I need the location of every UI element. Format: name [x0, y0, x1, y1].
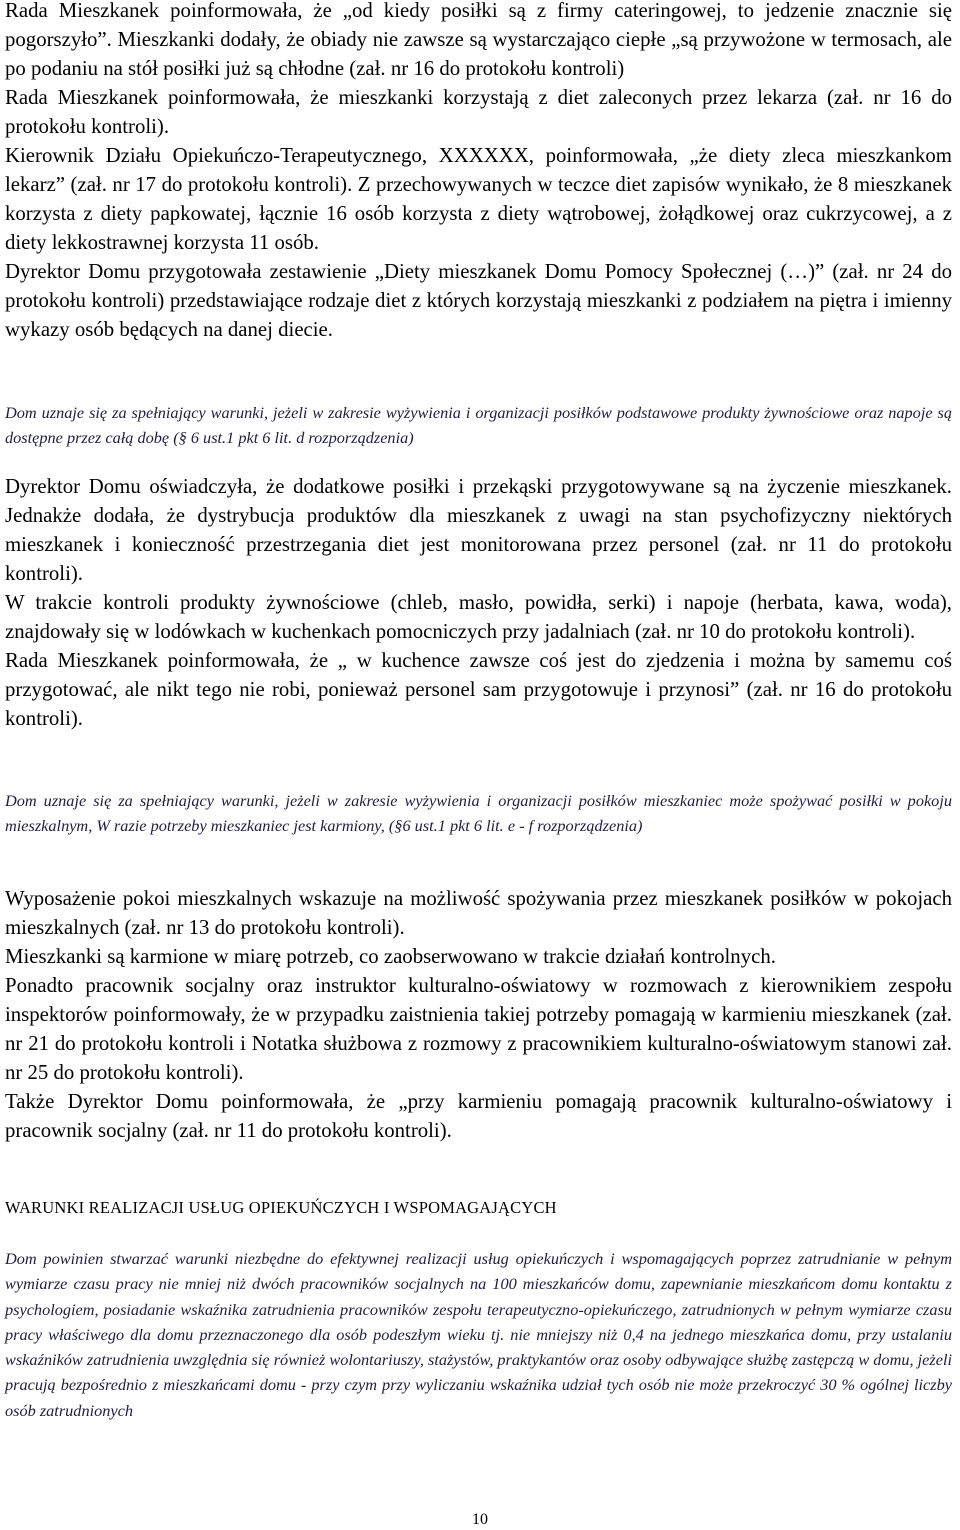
standard-requirement-1: Dom uznaje się za spełniający warunki, jeżeli w zakresie wyżywienia i organizacji posiłków podstawowe produkty żywnościowe oraz napoje są dostępne przez całą dobę (§ 6 ust.1 pkt 6 lit. d rozporządzenia) [5, 403, 952, 448]
standard-requirement-2: Dom uznaje się za spełniający warunki, jeżeli w zakresie wyżywienia i organizacji posiłków mieszkaniec może spożywać posiłki w pokoju mieszkalnym, W razie potrzeby mieszkaniec jest karmiony, (§6 ust.1 pkt 6 lit. e - f rozporządzenia) [5, 791, 952, 836]
paragraph: Rada Mieszkanek poinformowała, że „ w kuchence zawsze coś jest do zjedzenia i można by samemu coś przygotować, ale nikt tego nie robi, ponieważ personel sam przygotowuje i przynosi” (zał. nr 16 do protokołu kontroli). [5, 649, 952, 730]
paragraph: Także Dyrektor Domu poinformowała, że „przy karmieniu pomagają pracownik kulturalno-oświatowy i pracownik socjalny (zał. nr 11 do protokołu kontroli). [5, 1090, 952, 1142]
paragraph: Mieszkanki są karmione w miarę potrzeb, co zaobserwowano w trakcie działań kontrolnych. [5, 945, 776, 968]
body-block-1 [5, 0, 952, 344]
body-block-3 [5, 884, 952, 1145]
paragraph: Dyrektor Domu oświadczyła, że dodatkowe posiłki i przekąski przygotowywane są na życzenie mieszkanek. Jednakże dodała, że dystrybucja produktów dla mieszkanek z uwagi na stan psychofizyczny niektórych mieszkanek i konieczność przestrzegania diet jest monitorowana przez personel (zał. nr 11 do protokołu kontroli). [5, 475, 952, 585]
paragraph: Ponadto pracownik socjalny oraz instruktor kulturalno-oświatowy w rozmowach z kierownikiem zespołu inspektorów poinformowały, że w przypadku zaistnienia takiej potrzeby pomagają w karmieniu mieszkanek (zał. nr 21 do protokołu kontroli i Notatka służbowa z rozmowy z pracownikiem kulturalno-oświatowym stanowi zał. nr 25 do protokołu kontroli). [5, 974, 952, 1084]
page-number: 10 [472, 1511, 488, 1528]
section-heading: WARUNKI REALIZACJI USŁUG OPIEKUŃCZYCH I WSPOMAGAJĄCYCH [5, 1198, 557, 1217]
paragraph: Rada Mieszkanek poinformowała, że „od kiedy posiłki są z firmy cateringowej, to jedzenie znacznie się pogorszyło”. Mieszkanki dodały, że obiady nie zawsze są wystarczająco ciepłe „są przywożone w termosach, ale po podaniu na stół posiłki już są chłodne (zał. nr 16 do protokołu kontroli) [5, 0, 952, 80]
paragraph: W trakcie kontroli produkty żywnościowe (chleb, masło, powidła, serki) i napoje (herbata, kawa, woda), znajdowały się w lodówkach w kuchenkach pomocniczych przy jadalniach (zał. nr 10 do protokołu kontroli). [5, 591, 952, 643]
paragraph: Rada Mieszkanek poinformowała, że mieszkanki korzystają z diet zaleconych przez lekarza (zał. nr 16 do protokołu kontroli). [5, 86, 952, 138]
paragraph: Kierownik Działu Opiekuńczo-Terapeutycznego, XXXXXX, poinformowała, „że diety zleca mieszkankom lekarz” (zał. nr 17 do protokołu kontroli). Z przechowywanych w teczce diet zapisów wynikało, że 8 mieszkanek korzysta z diety papkowatej, łącznie 16 osób korzysta z diety wątrobowej, żołądkowej oraz cukrzycowej, a z diety lekkostrawnej korzysta 11 osób. [5, 144, 952, 254]
paragraph: Wyposażenie pokoi mieszkalnych wskazuje na możliwość spożywania przez mieszkanek posiłków w pokojach mieszkalnych (zał. nr 13 do protokołu kontroli). [5, 887, 952, 939]
paragraph: Dyrektor Domu przygotowała zestawienie „Diety mieszkanek Domu Pomocy Społecznej (…)” (zał. nr 24 do protokołu kontroli) przedstawiające rodzaje diet z których korzystają mieszkanki z podziałem na piętra i imienny wykazy osób będących na danej diecie. [5, 260, 952, 341]
body-block-2 [5, 472, 952, 733]
standard-requirement-3: Dom powinien stwarzać warunki niezbędne do efektywnej realizacji usług opiekuńczych i wspomagających poprzez zatrudnianie w pełnym wymiarze czasu pracy nie mniej niż dwóch pracowników socjalnych na 100 mieszkańców domu, zapewnianie mieszkańcom domu kontaktu z psychologiem, posiadanie wskaźnika zatrudnienia pracowników zespołu terapeutyczno-opiekuńczego, zatrudnionych w pełnym wymiarze czasu pracy właściwego dla domu przeznaczonego dla osób podeszłym wieku tj. nie mniejszy niż 0,4 na jednego mieszkańca domu, przy ustalaniu wskaźników zatrudnienia uwzględnia się również wolontariuszy, stażystów, praktykantów oraz osoby odbywające służbę zastępczą w domu, jeżeli pracują bezpośrednio z mieszkańcami domu - przy czym przy wyliczaniu wskaźnika udział tych osób nie może przekroczyć 30 % ogólnej liczby osób zatrudnionych [5, 1249, 952, 1420]
